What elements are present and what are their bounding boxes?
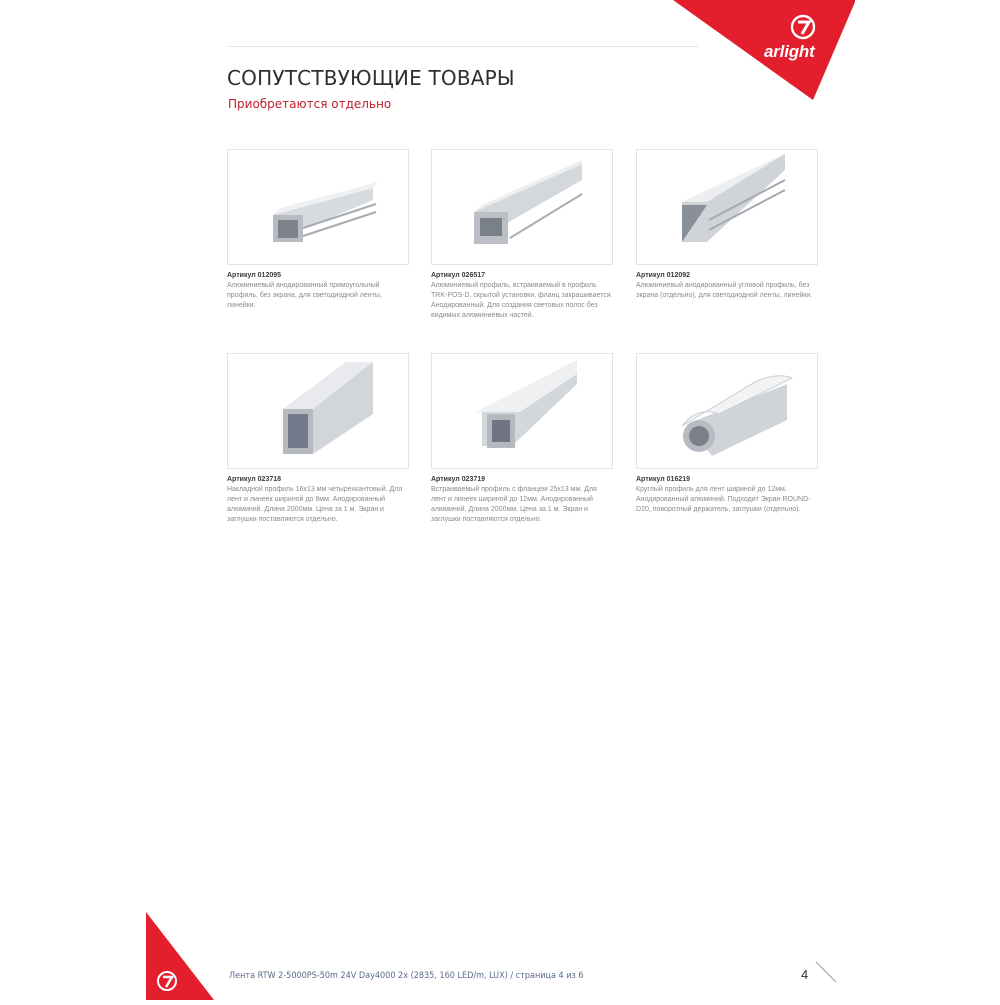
page-number: 4 [801,967,809,982]
header-rule [228,46,698,47]
product-image[interactable] [227,149,409,265]
product-code: Артикул 023718 [227,476,282,483]
product-code: Артикул 012095 [227,272,282,279]
page-subtitle: Приобретаются отдельно [228,97,392,111]
product-code: Артикул 023719 [431,476,486,483]
logo-text: arlight [764,42,815,61]
product-code: Артикул 026517 [431,272,486,279]
product-card[interactable] [431,149,613,321]
arlight-logo-icon [788,12,818,42]
product-card[interactable] [636,353,818,515]
product-card[interactable] [227,149,409,311]
product-image[interactable] [636,353,818,469]
product-code: Артикул 016219 [636,476,691,483]
footer-brand-corner [146,912,214,1000]
page-divider-slash [814,960,838,984]
page-title: СОПУТСТВУЮЩИЕ ТОВАРЫ [227,66,515,90]
product-description: Алюминиевый профиль, встраиваемый в профиль TRK-POS-D, скрытой установки, фланц закрашивается. Анодированный. Для создания световых полос без видимых алюминиевых частей. [431,282,613,319]
product-description: Круглый профиль для лент шириной до 12мм. Анодированный алюминий. Подходит Экран ROUND-D20, поворотный держатель, заглушки (отдельно). [636,486,811,513]
product-description: Накладной профиль 16x13 мм четырехкантовый. Для лент и линеек шириной до 8мм. Анодированный алюминий. Длина 2000мм. Цена за 1 м. Экран и заглушки поставляются отдельно. [227,486,403,523]
footer-document-info: Лента RTW 2-5000PS-50m 24V Day4000 2x (2835, 160 LED/m, LUX) / страница 4 из 6 [229,971,584,981]
product-image[interactable] [431,353,613,469]
product-description: Алюминиевый анодированный угловой профиль, без экрана (отдельно), для светодиодной ленты, линейки. [636,282,813,299]
product-card[interactable] [636,149,818,301]
product-code: Артикул 012092 [636,272,691,279]
brand-logo[interactable] [754,12,859,62]
product-image[interactable] [431,149,613,265]
product-image[interactable] [636,149,818,265]
product-image[interactable] [227,353,409,469]
product-description: Встраиваемый профиль с фланцем 25x13 мм. Для лент и линеек шириной до 12мм. Анодированный алюминий. Длина 2000мм. Цена за 1 м. Экран и заглушки поставляются отдельно. [431,486,597,523]
product-card[interactable] [431,353,613,525]
product-description: Алюминиевый анодированный прямоугольный профиль, без экрана, для светодиодной ленты, линейки. [227,282,382,309]
product-card[interactable] [227,353,409,525]
